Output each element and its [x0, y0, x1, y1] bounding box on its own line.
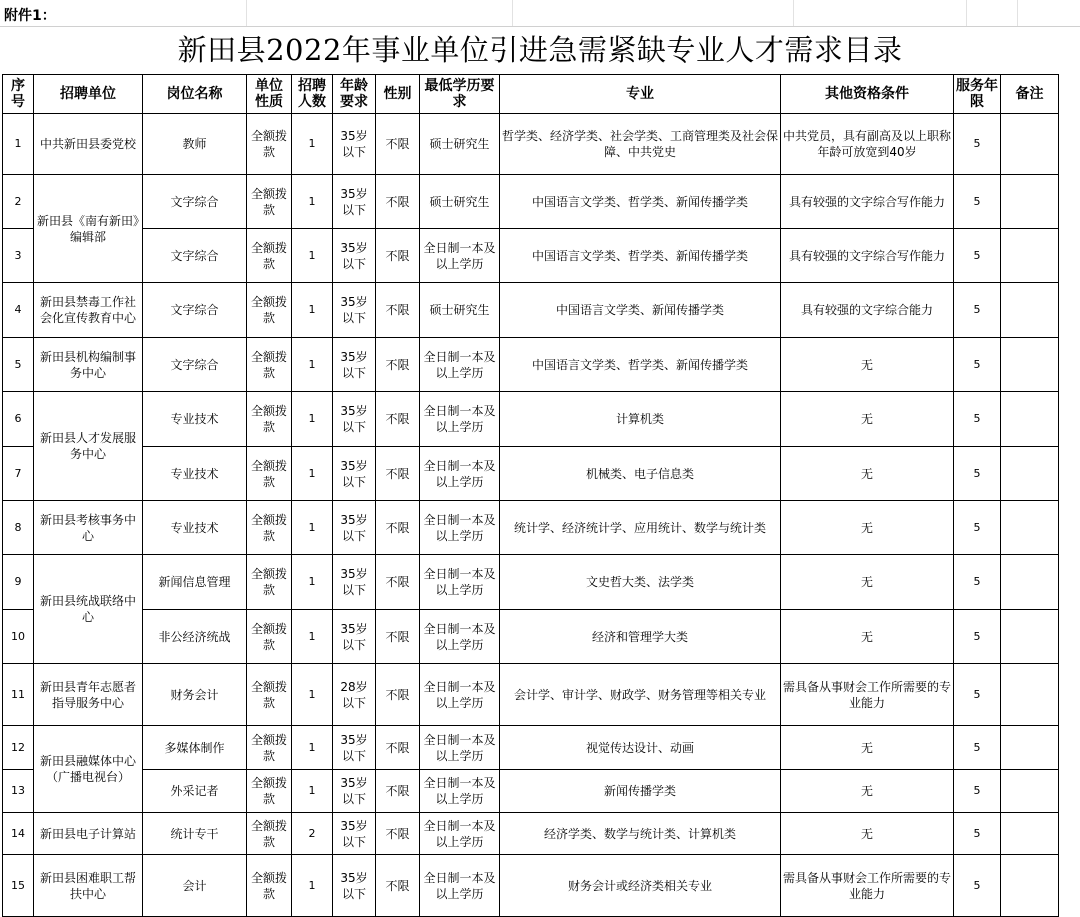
row-number-cell: 7	[3, 447, 34, 501]
unit-cell: 新田县统战联络中心	[34, 555, 143, 664]
major-cell: 中国语言文学类、哲学类、新闻传播学类	[500, 338, 781, 392]
post-name-cell: 专业技术	[143, 392, 247, 447]
education-cell: 硕士研究生	[420, 114, 500, 175]
post-name-cell: 教师	[143, 114, 247, 175]
other-qualification-cell: 无	[781, 610, 954, 664]
service-years-cell: 5	[954, 175, 1001, 229]
other-qualification-cell: 具有较强的文字综合写作能力	[781, 175, 954, 229]
unit-cell: 新田县《南有新田》编辑部	[34, 175, 143, 283]
unit-nature-cell: 全额拨款	[247, 855, 292, 917]
table-body	[3, 114, 1059, 917]
unit-cell: 新田县机构编制事务中心	[34, 338, 143, 392]
post-name-cell: 文字综合	[143, 229, 247, 283]
row-number-cell: 13	[3, 770, 34, 813]
header-cell: 年龄要求	[333, 75, 376, 114]
service-years-cell: 5	[954, 283, 1001, 338]
attachment-label: 附件1：	[4, 8, 56, 24]
post-name-cell: 多媒体制作	[143, 726, 247, 770]
major-cell: 中国语言文学类、哲学类、新闻传播学类	[500, 175, 781, 229]
age-requirement-cell: 35岁以下	[333, 175, 376, 229]
gender-cell: 不限	[376, 770, 420, 813]
header-cell: 专业	[500, 75, 781, 114]
hire-count-cell: 1	[292, 392, 333, 447]
header-cell: 服务年限	[954, 75, 1001, 114]
unit-cell: 中共新田县委党校	[34, 114, 143, 175]
age-requirement-cell: 35岁以下	[333, 813, 376, 855]
header-cell: 最低学历要求	[420, 75, 500, 114]
age-requirement-cell: 35岁以下	[333, 447, 376, 501]
remark-cell	[1001, 664, 1059, 726]
age-requirement-cell: 35岁以下	[333, 338, 376, 392]
row-number-cell: 14	[3, 813, 34, 855]
service-years-cell: 5	[954, 664, 1001, 726]
major-cell: 中国语言文学类、新闻传播学类	[500, 283, 781, 338]
age-requirement-cell: 35岁以下	[333, 770, 376, 813]
table-row	[3, 392, 1059, 447]
service-years-cell: 5	[954, 770, 1001, 813]
gender-cell: 不限	[376, 114, 420, 175]
gender-cell: 不限	[376, 555, 420, 610]
other-qualification-cell: 无	[781, 726, 954, 770]
age-requirement-cell: 35岁以下	[333, 855, 376, 917]
hire-count-cell: 1	[292, 229, 333, 283]
hire-count-cell: 2	[292, 813, 333, 855]
service-years-cell: 5	[954, 726, 1001, 770]
unit-cell: 新田县禁毒工作社会化宣传教育中心	[34, 283, 143, 338]
other-qualification-cell: 无	[781, 392, 954, 447]
table-row	[3, 501, 1059, 555]
table-row	[3, 114, 1059, 175]
age-requirement-cell: 35岁以下	[333, 726, 376, 770]
unit-cell: 新田县困难职工帮扶中心	[34, 855, 143, 917]
header-cell: 单位性质	[247, 75, 292, 114]
other-qualification-cell: 无	[781, 338, 954, 392]
table-row	[3, 770, 1059, 813]
remark-cell	[1001, 229, 1059, 283]
unit-nature-cell: 全额拨款	[247, 770, 292, 813]
other-qualification-cell: 具有较强的文字综合写作能力	[781, 229, 954, 283]
education-cell: 全日制一本及以上学历	[420, 338, 500, 392]
row-number-cell: 12	[3, 726, 34, 770]
header-cell: 招聘单位	[34, 75, 143, 114]
unit-nature-cell: 全额拨款	[247, 229, 292, 283]
header-cell: 其他资格条件	[781, 75, 954, 114]
other-qualification-cell: 无	[781, 501, 954, 555]
remark-cell	[1001, 770, 1059, 813]
row-number-cell: 2	[3, 175, 34, 229]
other-qualification-cell: 需具备从事财会工作所需要的专业能力	[781, 855, 954, 917]
education-cell: 全日制一本及以上学历	[420, 813, 500, 855]
post-name-cell: 专业技术	[143, 447, 247, 501]
unit-nature-cell: 全额拨款	[247, 813, 292, 855]
table-row	[3, 338, 1059, 392]
post-name-cell: 文字综合	[143, 283, 247, 338]
post-name-cell: 外采记者	[143, 770, 247, 813]
hire-count-cell: 1	[292, 770, 333, 813]
remark-cell	[1001, 555, 1059, 610]
gender-cell: 不限	[376, 392, 420, 447]
remark-cell	[1001, 114, 1059, 175]
unit-nature-cell: 全额拨款	[247, 338, 292, 392]
unit-nature-cell: 全额拨款	[247, 726, 292, 770]
row-number-cell: 15	[3, 855, 34, 917]
service-years-cell: 5	[954, 813, 1001, 855]
header-cell: 招聘人数	[292, 75, 333, 114]
other-qualification-cell: 无	[781, 770, 954, 813]
gender-cell: 不限	[376, 855, 420, 917]
unit-nature-cell: 全额拨款	[247, 392, 292, 447]
other-qualification-cell: 具有较强的文字综合能力	[781, 283, 954, 338]
hire-count-cell: 1	[292, 501, 333, 555]
other-qualification-cell: 无	[781, 813, 954, 855]
major-cell: 新闻传播学类	[500, 770, 781, 813]
post-name-cell: 非公经济统战	[143, 610, 247, 664]
unit-cell: 新田县考核事务中心	[34, 501, 143, 555]
hire-count-cell: 1	[292, 114, 333, 175]
remark-cell	[1001, 447, 1059, 501]
education-cell: 全日制一本及以上学历	[420, 229, 500, 283]
gender-cell: 不限	[376, 726, 420, 770]
post-name-cell: 财务会计	[143, 664, 247, 726]
service-years-cell: 5	[954, 229, 1001, 283]
remark-cell	[1001, 175, 1059, 229]
gender-cell: 不限	[376, 664, 420, 726]
post-name-cell: 文字综合	[143, 175, 247, 229]
other-qualification-cell: 中共党员，具有副高及以上职称年龄可放宽到40岁	[781, 114, 954, 175]
age-requirement-cell: 35岁以下	[333, 229, 376, 283]
table-row	[3, 283, 1059, 338]
education-cell: 全日制一本及以上学历	[420, 726, 500, 770]
post-name-cell: 专业技术	[143, 501, 247, 555]
hire-count-cell: 1	[292, 283, 333, 338]
major-cell: 统计学、经济统计学、应用统计、数学与统计类	[500, 501, 781, 555]
page-title: 新田县2022年事业单位引进急需紧缺专业人才需求目录	[177, 33, 903, 67]
unit-nature-cell: 全额拨款	[247, 610, 292, 664]
post-name-cell: 统计专干	[143, 813, 247, 855]
remark-cell	[1001, 392, 1059, 447]
age-requirement-cell: 35岁以下	[333, 392, 376, 447]
service-years-cell: 5	[954, 501, 1001, 555]
header-cell: 性别	[376, 75, 420, 114]
table-row	[3, 610, 1059, 664]
age-requirement-cell: 35岁以下	[333, 501, 376, 555]
age-requirement-cell: 35岁以下	[333, 555, 376, 610]
hire-count-cell: 1	[292, 726, 333, 770]
row-number-cell: 10	[3, 610, 34, 664]
unit-cell: 新田县人才发展服务中心	[34, 392, 143, 501]
unit-cell: 新田县青年志愿者指导服务中心	[34, 664, 143, 726]
age-requirement-cell: 35岁以下	[333, 283, 376, 338]
education-cell: 硕士研究生	[420, 175, 500, 229]
gender-cell: 不限	[376, 501, 420, 555]
major-cell: 机械类、电子信息类	[500, 447, 781, 501]
service-years-cell: 5	[954, 392, 1001, 447]
gender-cell: 不限	[376, 338, 420, 392]
age-requirement-cell: 35岁以下	[333, 610, 376, 664]
row-number-cell: 4	[3, 283, 34, 338]
hire-count-cell: 1	[292, 610, 333, 664]
unit-nature-cell: 全额拨款	[247, 283, 292, 338]
table-row	[3, 447, 1059, 501]
table-row	[3, 229, 1059, 283]
remark-cell	[1001, 855, 1059, 917]
row-number-cell: 8	[3, 501, 34, 555]
table-row	[3, 664, 1059, 726]
header-row	[3, 75, 1059, 114]
post-name-cell: 新闻信息管理	[143, 555, 247, 610]
unit-nature-cell: 全额拨款	[247, 175, 292, 229]
remark-cell	[1001, 283, 1059, 338]
hire-count-cell: 1	[292, 855, 333, 917]
talent-demand-table	[2, 74, 1059, 917]
header-cell: 备注	[1001, 75, 1059, 114]
other-qualification-cell: 无	[781, 447, 954, 501]
gender-cell: 不限	[376, 813, 420, 855]
service-years-cell: 5	[954, 338, 1001, 392]
gender-cell: 不限	[376, 610, 420, 664]
hire-count-cell: 1	[292, 664, 333, 726]
table-row	[3, 175, 1059, 229]
other-qualification-cell: 需具备从事财会工作所需要的专业能力	[781, 664, 954, 726]
service-years-cell: 5	[954, 855, 1001, 917]
unit-nature-cell: 全额拨款	[247, 555, 292, 610]
major-cell: 哲学类、经济学类、社会学类、工商管理类及社会保障、中共党史	[500, 114, 781, 175]
gender-cell: 不限	[376, 175, 420, 229]
major-cell: 经济学类、数学与统计类、计算机类	[500, 813, 781, 855]
major-cell: 经济和管理学大类	[500, 610, 781, 664]
post-name-cell: 会计	[143, 855, 247, 917]
remark-cell	[1001, 501, 1059, 555]
row-number-cell: 11	[3, 664, 34, 726]
remark-cell	[1001, 338, 1059, 392]
hire-count-cell: 1	[292, 555, 333, 610]
gender-cell: 不限	[376, 447, 420, 501]
row-number-cell: 9	[3, 555, 34, 610]
education-cell: 全日制一本及以上学历	[420, 664, 500, 726]
major-cell: 视觉传达设计、动画	[500, 726, 781, 770]
hire-count-cell: 1	[292, 175, 333, 229]
major-cell: 会计学、审计学、财政学、财务管理等相关专业	[500, 664, 781, 726]
other-qualification-cell: 无	[781, 555, 954, 610]
unit-nature-cell: 全额拨款	[247, 114, 292, 175]
education-cell: 全日制一本及以上学历	[420, 501, 500, 555]
header-cell: 岗位名称	[143, 75, 247, 114]
remark-cell	[1001, 813, 1059, 855]
major-cell: 计算机类	[500, 392, 781, 447]
education-cell: 硕士研究生	[420, 283, 500, 338]
hire-count-cell: 1	[292, 338, 333, 392]
row-number-cell: 5	[3, 338, 34, 392]
top-grid-row	[0, 0, 1080, 27]
unit-nature-cell: 全额拨款	[247, 664, 292, 726]
row-number-cell: 1	[3, 114, 34, 175]
major-cell: 文史哲大类、法学类	[500, 555, 781, 610]
education-cell: 全日制一本及以上学历	[420, 447, 500, 501]
table-row	[3, 726, 1059, 770]
unit-nature-cell: 全额拨款	[247, 447, 292, 501]
post-name-cell: 文字综合	[143, 338, 247, 392]
remark-cell	[1001, 726, 1059, 770]
unit-cell: 新田县电子计算站	[34, 813, 143, 855]
age-requirement-cell: 28岁以下	[333, 664, 376, 726]
education-cell: 全日制一本及以上学历	[420, 392, 500, 447]
unit-cell: 新田县融媒体中心（广播电视台）	[34, 726, 143, 813]
header-cell: 序号	[3, 75, 34, 114]
service-years-cell: 5	[954, 610, 1001, 664]
row-number-cell: 6	[3, 392, 34, 447]
gender-cell: 不限	[376, 283, 420, 338]
age-requirement-cell: 35岁以下	[333, 114, 376, 175]
service-years-cell: 5	[954, 555, 1001, 610]
service-years-cell: 5	[954, 447, 1001, 501]
table-row	[3, 555, 1059, 610]
table-row	[3, 813, 1059, 855]
major-cell: 中国语言文学类、哲学类、新闻传播学类	[500, 229, 781, 283]
service-years-cell: 5	[954, 114, 1001, 175]
unit-nature-cell: 全额拨款	[247, 501, 292, 555]
hire-count-cell: 1	[292, 447, 333, 501]
education-cell: 全日制一本及以上学历	[420, 855, 500, 917]
remark-cell	[1001, 610, 1059, 664]
education-cell: 全日制一本及以上学历	[420, 555, 500, 610]
gender-cell: 不限	[376, 229, 420, 283]
table-row	[3, 855, 1059, 917]
education-cell: 全日制一本及以上学历	[420, 610, 500, 664]
education-cell: 全日制一本及以上学历	[420, 770, 500, 813]
major-cell: 财务会计或经济类相关专业	[500, 855, 781, 917]
row-number-cell: 3	[3, 229, 34, 283]
